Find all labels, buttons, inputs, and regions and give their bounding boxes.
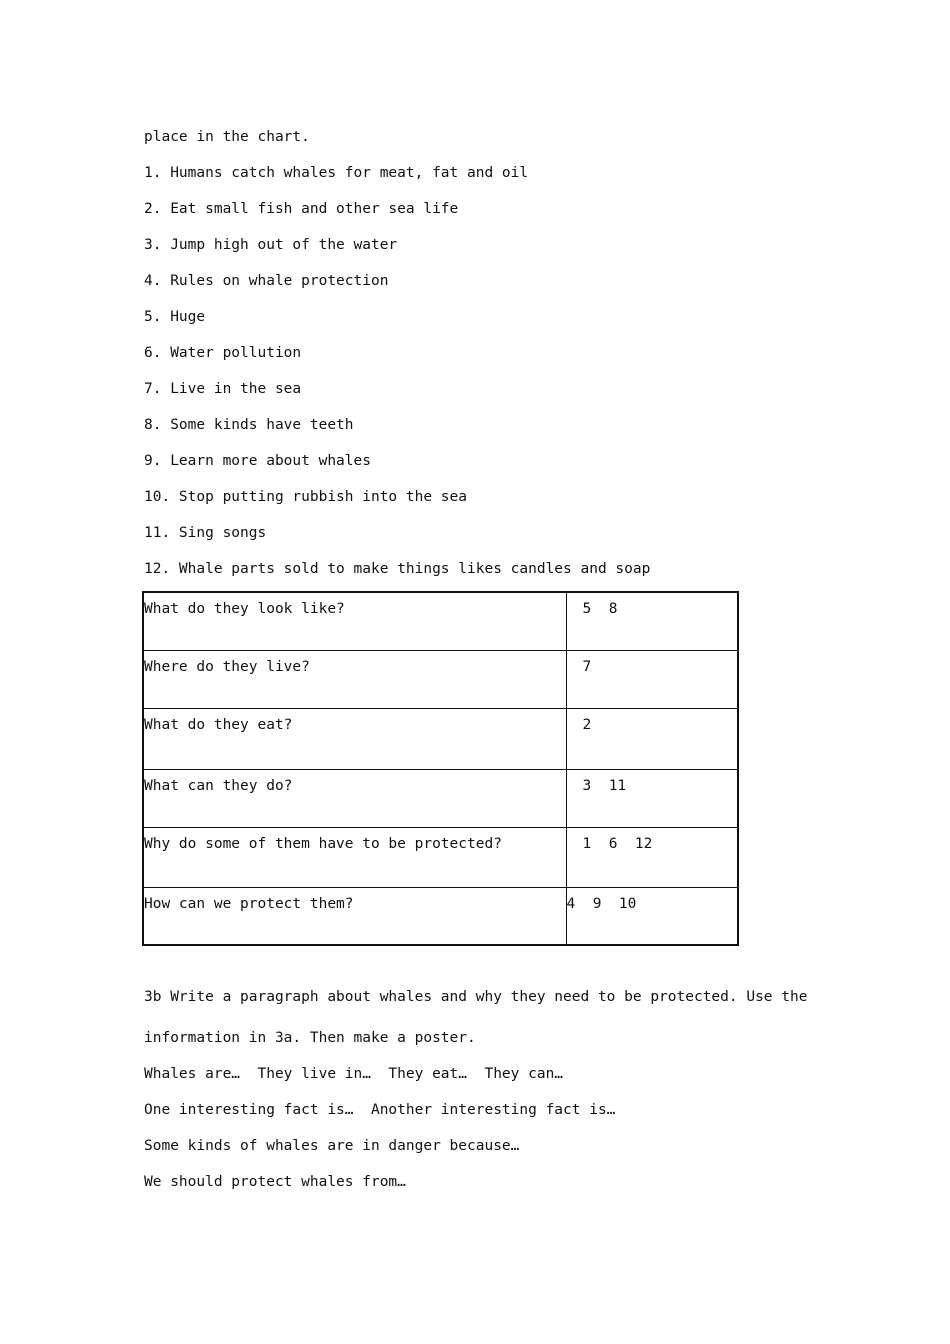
list-item-7: 7. Live in the sea [144, 381, 302, 397]
list-item-8: 8. Some kinds have teeth [144, 417, 354, 433]
chart-question: What do they look like? [143, 592, 566, 650]
chart-answer: 1 6 12 [566, 827, 738, 887]
list-item-6: 6. Water pollution [144, 345, 302, 361]
chart-question: Where do they live? [143, 650, 566, 708]
table-row [143, 592, 738, 650]
task-3b-prompt-3: Some kinds of whales are in danger because… [144, 1138, 520, 1154]
chart-answer: 3 11 [566, 769, 738, 827]
list-item-2: 2. Eat small fish and other sea life [144, 201, 459, 217]
task-3b-instruction-line2: information in 3a. Then make a poster. [144, 1030, 476, 1046]
table-row [143, 827, 738, 887]
list-item-5: 5. Huge [144, 309, 206, 325]
list-item-1: 1. Humans catch whales for meat, fat and oil [144, 165, 529, 181]
table-row [143, 769, 738, 827]
chart-answer: 5 8 [566, 592, 738, 650]
task-3b-prompt-1: Whales are… They live in… They eat… They can… [144, 1066, 564, 1082]
task-3b-instruction-line1: 3b Write a paragraph about whales and why they need to be protected. Use the [144, 989, 808, 1005]
chart-question: Why do some of them have to be protected? [143, 827, 566, 887]
list-item-9: 9. Learn more about whales [144, 453, 371, 469]
chart-question: How can we protect them? [143, 887, 566, 945]
chart-answer: 2 [566, 708, 738, 769]
table-row [143, 650, 738, 708]
chart-answer: 7 [566, 650, 738, 708]
task-3b-prompt-4: We should protect whales from… [144, 1174, 406, 1190]
chart-answer: 4 9 10 [566, 887, 738, 945]
list-item-11: 11. Sing songs [144, 525, 267, 541]
task-3b-prompt-2: One interesting fact is… Another interesting fact is… [144, 1102, 616, 1118]
list-item-4: 4. Rules on whale protection [144, 273, 389, 289]
whale-facts-chart [142, 591, 739, 946]
table-row [143, 708, 738, 769]
list-item-12: 12. Whale parts sold to make things likes candles and soap [144, 561, 651, 577]
chart-question: What do they eat? [143, 708, 566, 769]
table-row [143, 887, 738, 945]
intro-text: place in the chart. [144, 129, 310, 145]
chart-question: What can they do? [143, 769, 566, 827]
list-item-3: 3. Jump high out of the water [144, 237, 398, 253]
list-item-10: 10. Stop putting rubbish into the sea [144, 489, 468, 505]
